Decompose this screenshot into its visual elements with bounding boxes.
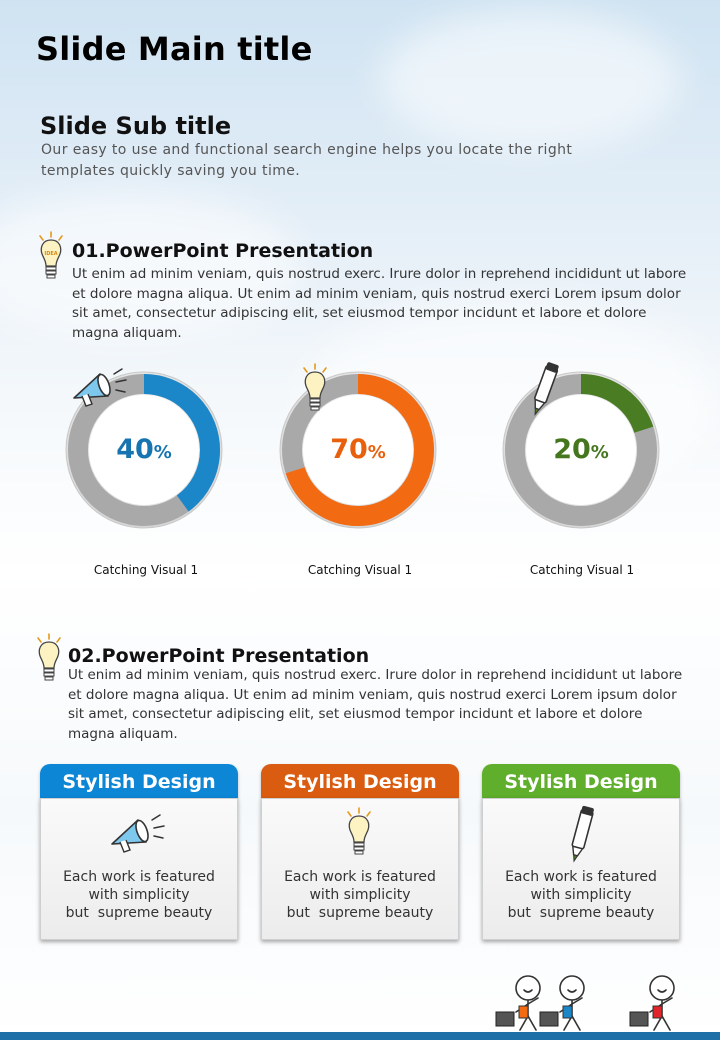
card-line: with simplicity (309, 887, 411, 903)
lightbulb-icon (34, 632, 64, 686)
donut-percent (501, 370, 661, 530)
donut-percent-number: 20 (553, 434, 591, 465)
lightbulb-icon (344, 806, 374, 860)
marker-icon (527, 360, 561, 420)
card-line: with simplicity (530, 887, 632, 903)
section-1-heading: 01.PowerPoint Presentation (72, 240, 374, 262)
megaphone-icon (70, 366, 132, 414)
section-1-body: Ut enim ad minim veniam, quis nostrud exerc. Irure dolor in reprehend incididunt ut labore et dolore magna aliqua. Ut enim ad minim veniam, quis nostrud exerci Lorem ipsum dolor sit amet, consectetur adipiscing elit, set eiusmod tempor incidunt et labore et dolore magna aliquam. (72, 266, 687, 341)
feature-card-2 (261, 764, 459, 940)
donut-caption: Catching Visual 1 (529, 563, 635, 577)
slide-sub-title: Slide Sub title (40, 112, 232, 140)
card-line: Each work is featured (284, 869, 436, 885)
section-2-heading: 02.PowerPoint Presentation (68, 645, 370, 667)
donut-caption: Catching Visual 1 (93, 563, 199, 577)
lightbulb-icon (300, 362, 330, 416)
feature-card-3 (482, 764, 680, 940)
donut-percent-number: 40 (116, 434, 154, 465)
donut-percent-unit: % (367, 442, 386, 463)
stick-figure (650, 976, 674, 1030)
background-cloud (380, 10, 680, 150)
feature-card-1 (40, 764, 238, 940)
card-line: Each work is featured (63, 869, 215, 885)
marker-icon (564, 804, 598, 866)
stick-figure (516, 976, 540, 1030)
card-line: but supreme beauty (65, 905, 213, 921)
card-line: but supreme beauty (507, 905, 655, 921)
slide-main-title: Slide Main title (36, 30, 313, 68)
bottom-accent-bar (0, 1032, 720, 1040)
megaphone-icon (108, 810, 170, 862)
svg-text:IDEA: IDEA (44, 251, 58, 257)
donut-caption: Catching Visual 1 (307, 563, 413, 577)
section-2-body: Ut enim ad minim veniam, quis nostrud exerc. Irure dolor in reprehend incididunt ut labore et dolore magna aliqua. Ut enim ad minim veniam, quis nostrud exerci Lorem ipsum dolor sit amet, consectetur adipiscing elit, set eiusmod tempor incidunt et labore et dolore magna aliquam. (68, 667, 683, 742)
donut-percent-unit: % (590, 442, 609, 463)
card-description (40, 868, 238, 922)
stick-figure (560, 976, 584, 1030)
card-title: Stylish Design (482, 764, 680, 798)
donut-percent-number: 70 (330, 434, 368, 465)
card-line: Each work is featured (505, 869, 657, 885)
donut-chart-3 (501, 370, 661, 530)
lightbulb-icon (36, 230, 66, 284)
slide-sub-text: Our easy to use and functional search engine helps you locate the right templates quickly saving you time. (41, 142, 573, 179)
card-title: Stylish Design (40, 764, 238, 798)
card-title: Stylish Design (261, 764, 459, 798)
card-line: with simplicity (88, 887, 190, 903)
donut-percent-unit: % (153, 442, 172, 463)
card-description (482, 868, 680, 922)
card-line: but supreme beauty (286, 905, 434, 921)
stick-figures-illustration (490, 968, 690, 1032)
card-description (261, 868, 459, 922)
